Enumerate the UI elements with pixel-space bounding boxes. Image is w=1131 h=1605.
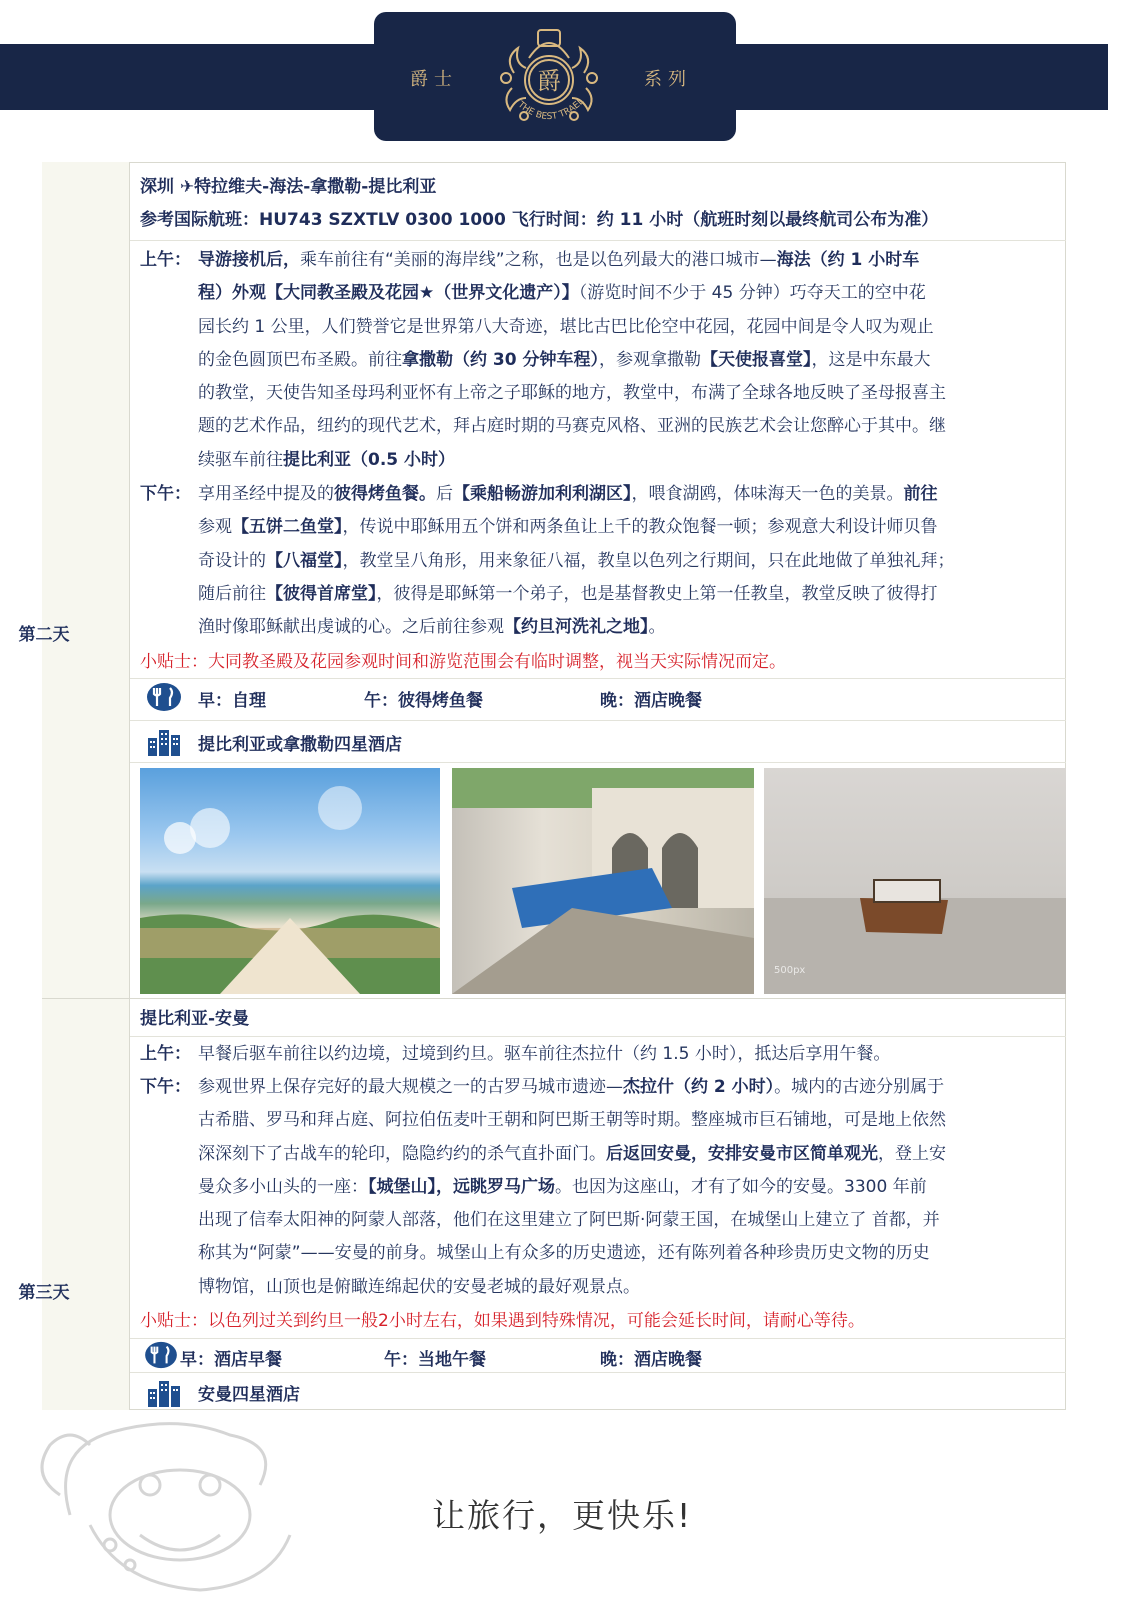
day2-route: 深圳 ✈特拉维夫-海法-拿撒勒-提比利亚: [140, 177, 437, 197]
day3-label: 第三天: [18, 1283, 70, 1303]
street-arches-photo: [452, 768, 754, 994]
divider: [130, 240, 1066, 241]
svg-text:爵: 爵: [537, 67, 561, 95]
day3-tip: 小贴士：以色列过关到约旦一般2小时左右，如果遇到特殊情况，可能会延长时间，请耐心等待。: [140, 1311, 865, 1331]
svg-text:500px: 500px: [774, 965, 806, 976]
day2-label: 第二天: [18, 625, 70, 645]
dining-icon: [144, 1341, 178, 1369]
day3-pm-label: 下午：: [140, 1077, 191, 1097]
day2-hotel: 提比利亚或拿撒勒四星酒店: [198, 735, 402, 755]
header-left-label: 爵士: [410, 69, 458, 90]
divider: [130, 1372, 1066, 1373]
day3-am-label: 上午：: [140, 1044, 191, 1064]
svg-text:THE BEST TRAEL: THE BEST TRAEL: [515, 96, 587, 123]
brand-emblem-logo: [484, 18, 614, 138]
day2-am-label: 上午：: [140, 250, 191, 270]
day3-column: [42, 998, 130, 1410]
day2-flight-info: 参考国际航班：HU743 SZXTLV 0300 1000 飞行时间：约 11 小时（航班时刻以最终航司公布为准）: [140, 210, 939, 230]
day3-dinner: 晚：酒店晚餐: [600, 1350, 702, 1370]
mascot-logo: [30, 1405, 340, 1605]
day3-pm-paragraph: 参观世界上保存完好的最大规模之一的古罗马城市遗迹—杰拉什（约 2 小时）。城内的古迹分别属于 古希腊、罗马和拜占庭、阿拉伯伍麦叶王朝和阿巴斯王朝等时期。整座城市巨石铺地，可是地上依然 深深刻下了古战车的轮印，隐隐约约的杀气直扑面门。后返回安曼，安排安曼市区简单观光，登上安 曼众多小山头的一座：【城堡山】，远眺罗马广场。也因为这座山，才有了如今的安曼。3300 年前 出现了信奉太阳神的阿蒙人部落，他们在这里建立了阿巴斯·阿蒙王国，在城堡山上建立了 首都，并 称其为“阿蒙”——安曼的前身。城堡山上有众多的历史遗迹，还有陈列着各种珍贵历史文物的历史 博物馆，山顶也是俯瞰连绵起伏的安曼老城的最好观景点。: [198, 1077, 946, 1297]
footer-slogan: 让旅行，更快乐!: [432, 1496, 693, 1535]
day3-lunch: 午：当地午餐: [384, 1350, 486, 1370]
day3-route: 提比利亚-安曼: [140, 1009, 250, 1029]
day2-column: [42, 162, 130, 998]
divider: [42, 998, 1066, 999]
header-right-label: 系列: [644, 69, 692, 90]
divider: [130, 762, 1066, 763]
day2-pm-paragraph: 享用圣经中提及的彼得烤鱼餐。后【乘船畅游加利利湖区】，喂食湖鸥，体味海天一色的美景。前往 参观【五饼二鱼堂】，传说中耶稣用五个饼和两条鱼让上千的教众饱餐一顿；参观意大利设计师贝鲁 奇设计的【八福堂】，教堂呈八角形，用来象征八福，教皇以色列之行期间，只在此地做了单独礼拜； 随后前往【彼得首席堂】，彼得是耶稣第一个弟子，也是基督教史上第一任教皇，教堂反映了彼得打 渔时像耶稣献出虔诚的心。之后前往参观【约旦河洗礼之地】。: [198, 484, 955, 638]
hotel-icon: [146, 1377, 182, 1407]
hotel-icon: [146, 726, 182, 756]
day2-tip: 小贴士：大同教圣殿及花园参观时间和游览范围会有临时调整，视当天实际情况而定。: [140, 652, 786, 672]
day3-hotel: 安曼四星酒店: [198, 1385, 300, 1405]
day3-breakfast: 早：酒店早餐: [180, 1350, 282, 1370]
day2-breakfast: 早：自理: [198, 691, 266, 711]
day3-am-text: 早餐后驱车前往以约边境，过境到约旦。驱车前往杰拉什（约 1.5 小时），抵达后享用午餐。: [198, 1044, 891, 1064]
day2-dinner: 晚：酒店晚餐: [600, 691, 702, 711]
galilee-boat-photo: [764, 768, 1066, 994]
day2-am-paragraph: 导游接机后，乘车前往有“美丽的海岸线”之称，也是以色列最大的港口城市—海法（约 1 小时车 程）外观【大同教圣殿及花园★（世界文化遗产）】（游览时间不少于 45 分钟）巧夺天工的空中花 园长约 1 公里，人们赞誉它是世界第八大奇迹，堪比古巴比伦空中花园，花园中间是令人叹为观止 的金色圆顶巴布圣殿。前往拿撒勒（约 30 分钟车程），参观拿撒勒【天使报喜堂】，这是中东最大 的教堂，天使告知圣母玛利亚怀有上帝之子耶稣的地方，教堂中，布满了全球各地反映了圣母报喜主 题的艺术作品，纽约的现代艺术，拜占庭时期的马赛克风格、亚洲的民族艺术会让您醉心于其中。继 续驱车前往提比利亚（0.5 小时）: [198, 250, 946, 470]
day2-lunch: 午：彼得烤鱼餐: [364, 691, 483, 711]
divider: [130, 1036, 1066, 1037]
dining-icon: [146, 682, 182, 712]
haifa-gardens-photo: [140, 768, 440, 994]
day2-pm-label: 下午：: [140, 484, 191, 504]
divider: [130, 720, 1066, 721]
